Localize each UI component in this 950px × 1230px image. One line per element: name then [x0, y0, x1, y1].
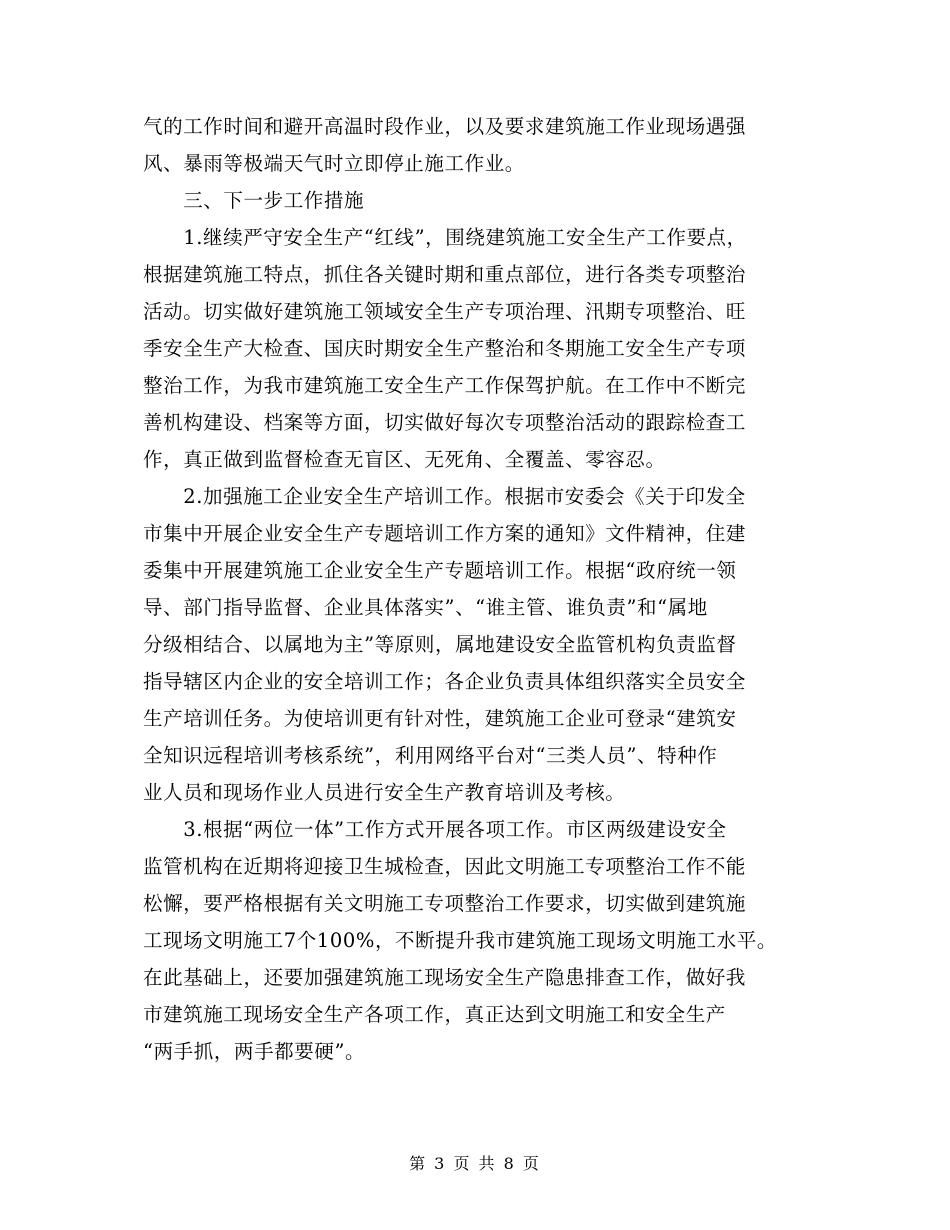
text-line: 分级相结合、以属地为主”等原则，属地建设安全监管机构负责监督 [143, 633, 737, 656]
section-heading: 三、下一步工作措施 [143, 189, 365, 212]
text-line: 松懈，要严格根据有关文明施工专项整治工作要求，切实做到建筑施 [143, 892, 747, 915]
text-line: 监管机构在近期将迎接卫生城检查，因此文明施工专项整治工作不能 [143, 855, 747, 878]
text-line: 整治工作，为我市建筑施工安全生产工作保驾护航。在工作中不断完 [143, 374, 747, 397]
text-line: 季安全生产大检查、国庆时期安全生产整治和冬期施工安全生产专项 [143, 337, 747, 360]
text-line: 指导辖区内企业的安全培训工作；各企业负责具体组织落实全员安全 [143, 670, 747, 693]
text-line: 活动。切实做好建筑施工领域安全生产专项治理、汛期专项整治、旺 [143, 300, 747, 323]
text-line: 根据建筑施工特点，抓住各关键时期和重点部位，进行各类专项整治 [143, 263, 747, 286]
text-line: 作，真正做到监督检查无盲区、无死角、全覆盖、零容忍。 [143, 448, 666, 471]
text-line: 市集中开展企业安全生产专题培训工作方案的通知》文件精神，住建 [143, 522, 747, 545]
text-line: 导、部门指导监督、企业具体落实”、“谁主管、谁负责”和“属地 [143, 596, 708, 619]
text-line: 市建筑施工现场安全生产各项工作，真正达到文明施工和安全生产 [143, 1003, 726, 1026]
text-line: 1.继续严守安全生产“红线”，围绕建筑施工安全生产工作要点， [143, 226, 747, 249]
text-line: 工现场文明施工7个100%，不断提升我市建筑施工现场文明施工水平。 [143, 929, 777, 952]
text-line: “两手抓，两手都要硬”。 [143, 1040, 366, 1063]
page-number-footer: 第 3 页 共 8 页 [409, 1154, 541, 1173]
text-line: 2.加强施工企业安全生产培训工作。根据市安委会《关于印发全 [143, 485, 746, 508]
text-line: 气的工作时间和避开高温时段作业，以及要求建筑施工作业现场遇强 [143, 115, 747, 138]
text-line: 善机构建设、档案等方面，切实做好每次专项整治活动的跟踪检查工 [143, 411, 747, 434]
text-line: 业人员和现场作业人员进行安全生产教育培训及考核。 [143, 781, 626, 804]
text-line: 风、暴雨等极端天气时立即停止施工作业。 [143, 152, 525, 175]
text-line: 全知识远程培训考核系统”，利用网络平台对“三类人员”、特种作 [143, 744, 718, 767]
text-line: 生产培训任务。为使培训更有针对性，建筑施工企业可登录“建筑安 [143, 707, 737, 730]
text-line: 在此基础上，还要加强建筑施工现场安全生产隐患排查工作，做好我 [143, 966, 747, 989]
text-line: 委集中开展建筑施工企业安全生产专题培训工作。根据“政府统一领 [143, 559, 737, 582]
text-line: 3.根据“两位一体”工作方式开展各项工作。市区两级建设安全 [143, 818, 727, 841]
